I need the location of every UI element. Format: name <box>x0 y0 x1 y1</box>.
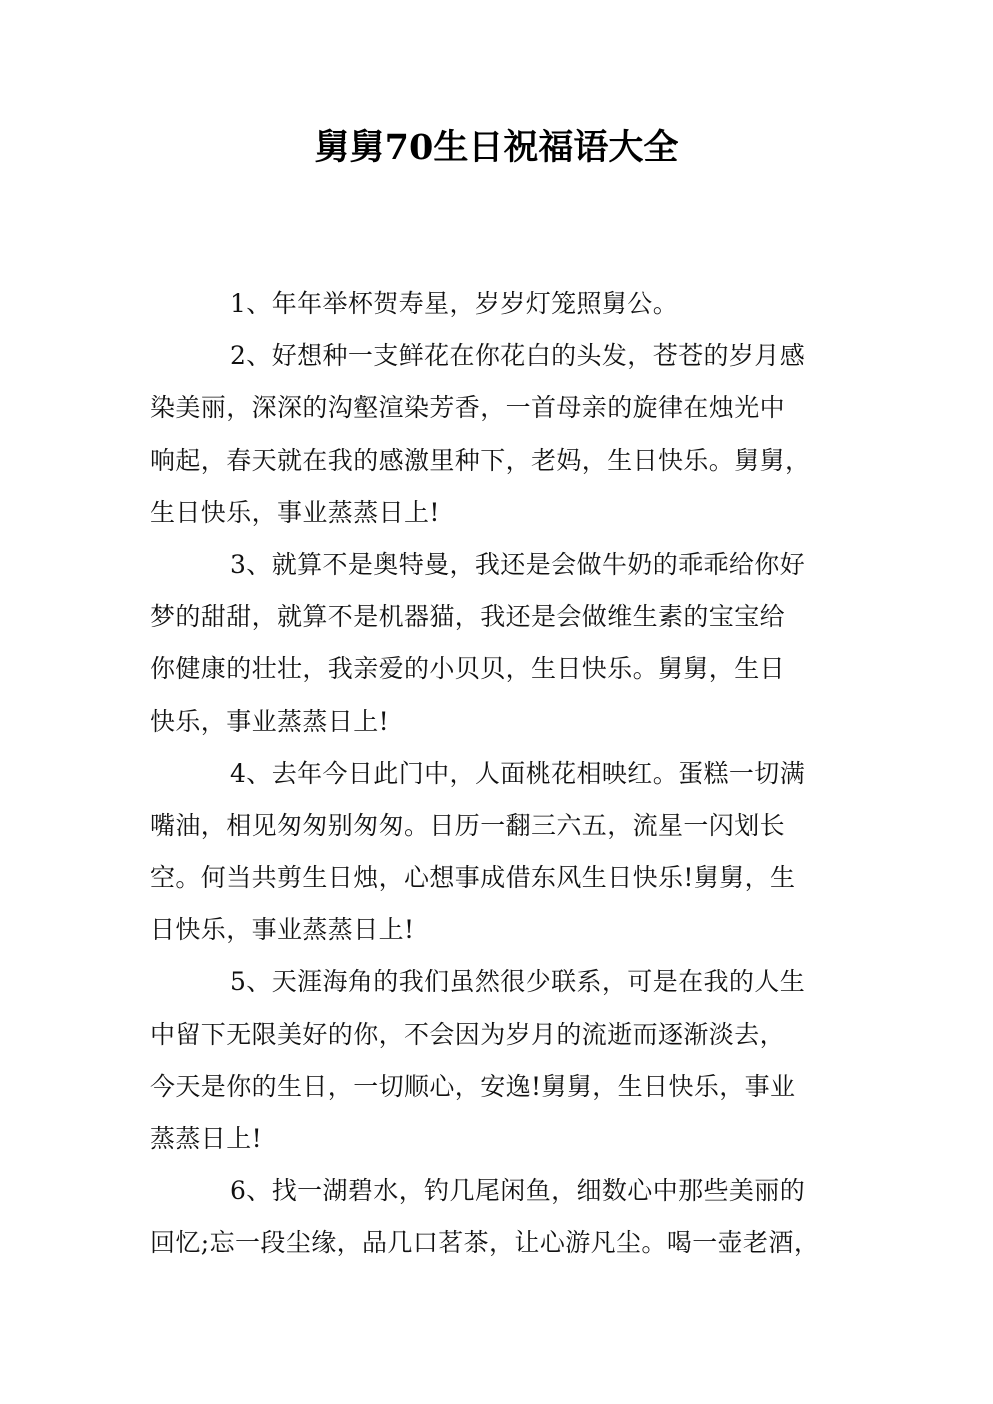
paragraph-line: 今天是你的生日，一切顺心，安逸!舅舅，生日快乐，事业 <box>150 1071 796 1101</box>
paragraph-line: 3、就算不是奥特曼，我还是会做牛奶的乖乖给你好 <box>230 549 806 579</box>
paragraph-line: 空。何当共剪生日烛，心想事成借东风生日快乐!舅舅，生 <box>150 863 796 893</box>
paragraph-6 <box>150 1169 850 1273</box>
paragraph-line: 2、好想种一支鲜花在你花白的头发，苍苍的岁月感 <box>230 341 806 371</box>
paragraph-5 <box>150 960 850 1169</box>
paragraph-1 <box>150 282 850 334</box>
paragraph-line: 染美丽，深深的沟壑渲染芳香，一首母亲的旋律在烛光中 <box>150 393 786 423</box>
paragraph-line: 日快乐，事业蒸蒸日上! <box>150 915 415 945</box>
paragraph-4 <box>150 752 850 961</box>
paragraph-line: 4、去年今日此门中，人面桃花相映红。蛋糕一切满 <box>230 758 806 788</box>
page-title: 舅舅70生日祝福语大全 <box>314 127 679 168</box>
paragraph-line: 生日快乐，事业蒸蒸日上! <box>150 497 440 527</box>
document-body <box>150 282 850 1274</box>
paragraph-3 <box>150 543 850 752</box>
paragraph-line: 梦的甜甜，就算不是机器猫，我还是会做维生素的宝宝给 <box>150 602 786 632</box>
paragraph-line: 5、天涯海角的我们虽然很少联系，可是在我的人生 <box>230 967 806 997</box>
paragraph-line: 快乐，事业蒸蒸日上! <box>150 706 390 736</box>
paragraph-line: 6、找一湖碧水，钓几尾闲鱼，细数心中那些美丽的 <box>230 1176 806 1206</box>
paragraph-line: 回忆;忘一段尘缘，品几口茗茶，让心游凡尘。喝一壶老酒， <box>150 1228 820 1258</box>
paragraph-2 <box>150 334 850 543</box>
paragraph-line: 响起，春天就在我的感激里种下，老妈，生日快乐。舅舅， <box>150 445 811 475</box>
paragraph-line: 你健康的壮壮，我亲爱的小贝贝，生日快乐。舅舅，生日 <box>150 654 786 684</box>
paragraph-line: 1、年年举杯贺寿星，岁岁灯笼照舅公。 <box>230 289 679 318</box>
paragraph-line: 嘴油，相见匆匆别匆匆。日历一翻三六五，流星一闪划长 <box>150 810 786 840</box>
paragraph-line: 中留下无限美好的你，不会因为岁月的流逝而逐渐淡去， <box>150 1019 786 1049</box>
paragraph-line: 蒸蒸日上! <box>150 1124 263 1153</box>
